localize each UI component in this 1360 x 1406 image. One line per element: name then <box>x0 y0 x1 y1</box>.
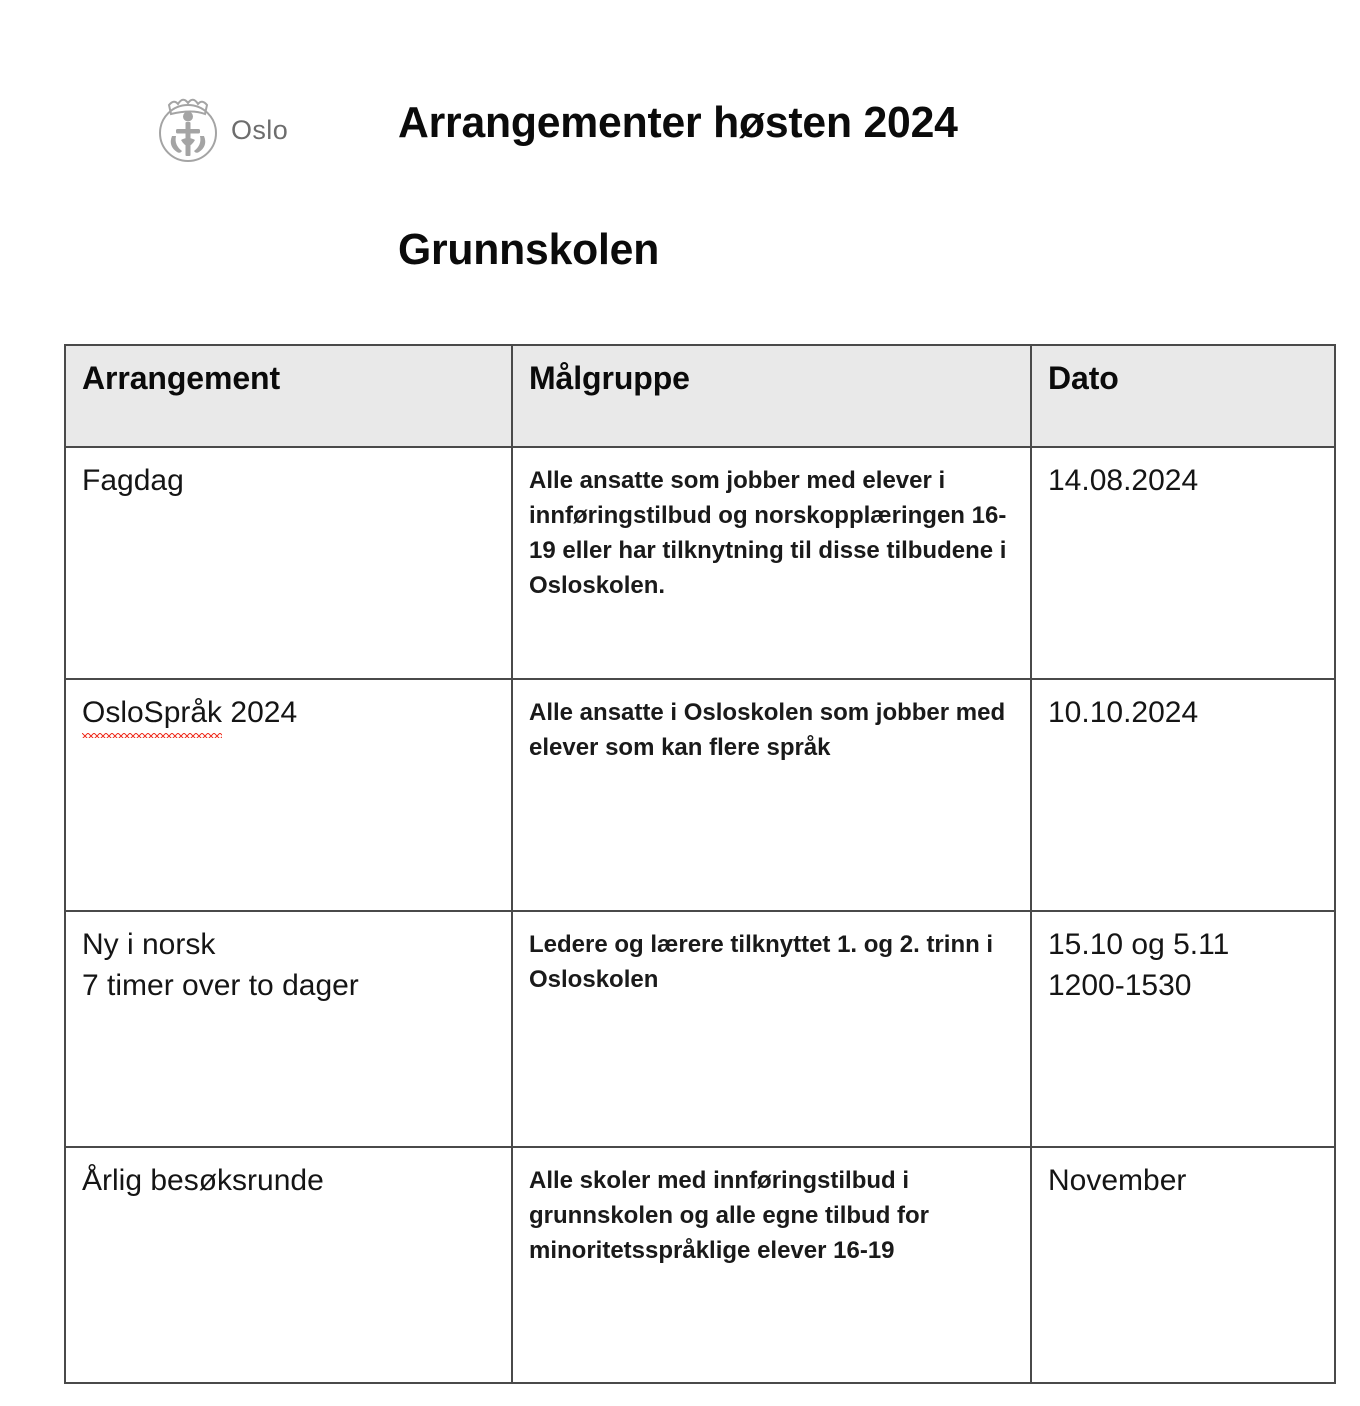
cell-dato <box>1031 679 1335 911</box>
table-row <box>65 1147 1335 1383</box>
cell-malgruppe <box>512 1147 1031 1383</box>
column-header-arrangement-label: Arrangement <box>82 360 281 396</box>
malgruppe-text: Alle ansatte i Osloskolen som jobber med elever som kan flere språk <box>529 699 1006 762</box>
cell-dato <box>1031 1147 1335 1383</box>
arrangement-suffix: 2024 <box>222 696 298 729</box>
dato-line-1: 15.10 og 5.11 <box>1048 928 1230 961</box>
arrangement-line-1: Fagdag <box>82 464 184 497</box>
cell-arrangement <box>65 1147 512 1383</box>
document-header <box>0 0 1360 330</box>
arrangement-text <box>66 1148 511 1211</box>
table-row <box>65 447 1335 679</box>
events-table <box>64 344 1336 1384</box>
oslo-logo <box>155 88 288 168</box>
dato-line-1: 10.10.2024 <box>1048 696 1199 729</box>
arrangement-line-2: 7 timer over to dager <box>82 969 359 1003</box>
arrangement-line-1: Årlig besøksrunde <box>82 1164 324 1197</box>
table-row <box>65 679 1335 911</box>
cell-malgruppe <box>512 679 1031 911</box>
column-header-malgruppe <box>512 345 1031 447</box>
misspelled-word: OsloSpråk <box>82 692 222 733</box>
arrangement-text <box>66 912 511 1017</box>
column-header-dato <box>1031 345 1335 447</box>
malgruppe-text: Alle skoler med innføringstilbud i grunnskolen og alle egne tilbud for minoritetsspråklige elever 16-19 <box>529 1167 930 1265</box>
dato-text <box>1032 912 1334 1017</box>
oslo-coat-of-arms-icon <box>155 88 221 168</box>
malgruppe-text: Alle ansatte som jobber med elever i innføringstilbud og norskopplæringen 16-19 eller har tilknytning til disse tilbudene i Osloskolen. <box>529 467 1007 600</box>
cell-arrangement <box>65 911 512 1147</box>
cell-dato <box>1031 911 1335 1147</box>
dato-line-1: November <box>1048 1164 1187 1197</box>
malgruppe-text: Ledere og lærere tilknyttet 1. og 2. trinn i Osloskolen <box>529 931 994 994</box>
oslo-logo-text: Oslo <box>231 114 289 145</box>
cell-arrangement <box>65 679 512 911</box>
table-header-row <box>65 345 1335 447</box>
arrangement-line-1: Ny i norsk <box>82 928 216 961</box>
cell-arrangement <box>65 447 512 679</box>
cell-dato <box>1031 447 1335 679</box>
dato-text <box>1032 680 1334 743</box>
cell-malgruppe <box>512 911 1031 1147</box>
cell-malgruppe <box>512 447 1031 679</box>
dato-text <box>1032 448 1334 511</box>
column-header-malgruppe-label: Målgruppe <box>529 360 690 396</box>
arrangement-text <box>66 680 511 743</box>
dato-text <box>1032 1148 1334 1211</box>
table-row <box>65 911 1335 1147</box>
column-header-dato-label: Dato <box>1048 360 1119 396</box>
dato-line-1: 14.08.2024 <box>1048 464 1199 497</box>
arrangement-text <box>66 448 511 511</box>
page-subtitle: Grunnskolen <box>398 225 660 274</box>
dato-line-2: 1200-1530 <box>1048 969 1192 1003</box>
column-header-arrangement <box>65 345 512 447</box>
page-title: Arrangementer høsten 2024 <box>398 98 958 147</box>
